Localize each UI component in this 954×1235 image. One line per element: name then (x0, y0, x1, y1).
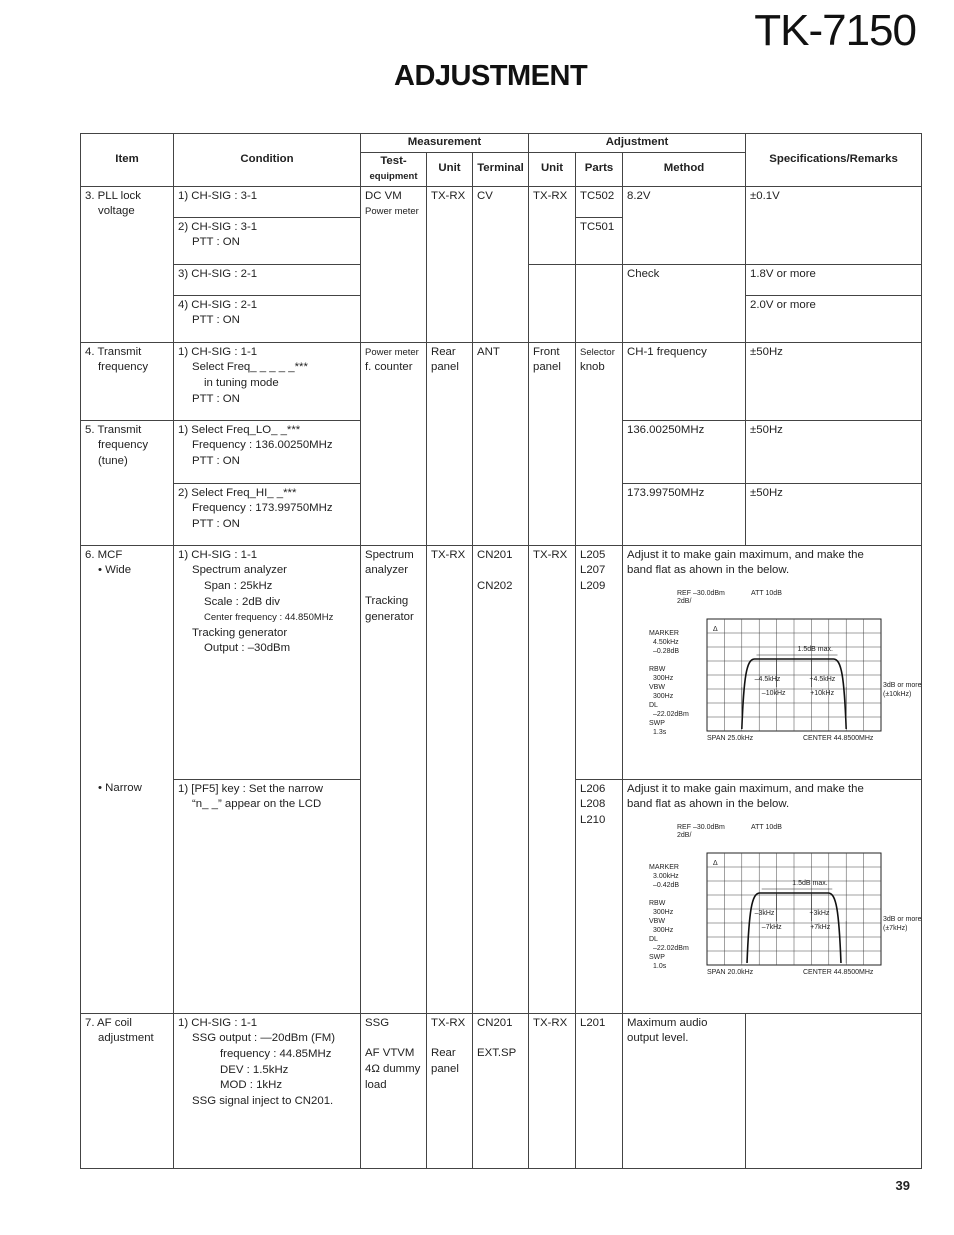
header-condition: Condition (174, 134, 361, 187)
item-pll-a: 3. PLL lock (85, 189, 141, 202)
chart-side-label: 300Hz (653, 674, 674, 682)
parts-mcf-n2: L208 (580, 798, 606, 811)
condition-af-1: 1) CH-SIG : 1-1 (178, 1016, 258, 1029)
test-tx (361, 342, 427, 545)
chart-side-note-a: 3dB or more (883, 915, 922, 923)
condition-tx6-b: Frequency : 173.99750MHz (192, 502, 333, 515)
adjustment-table (80, 133, 922, 1169)
parts-pll-blank (576, 264, 623, 342)
test-af (361, 1013, 427, 1168)
unit-mcf: TX-RX (427, 545, 473, 1013)
chart-scale-label: 2dB/ (677, 597, 692, 605)
condition-af (174, 1013, 361, 1168)
spec-tx4: ±50Hz (746, 342, 922, 420)
condition-mcf-w6: Tracking generator (192, 626, 288, 639)
item-mcf-b: • Wide (98, 564, 132, 577)
chart-delta-marker: Δ (713, 859, 718, 867)
method-mcf-w-b: band flat as ahown in the below. (627, 564, 790, 577)
parts-mcf-wide (576, 545, 623, 779)
chart-ref-label: REF –30.0dBm (677, 823, 725, 831)
item-tx5-b: frequency (98, 439, 149, 452)
chart-side-label: 300Hz (653, 692, 674, 700)
header-adj-unit: Unit (529, 152, 576, 186)
method-mcf-narrow (623, 779, 922, 1013)
condition-mcf-n2: “n_ _” appear on the LCD (192, 798, 322, 811)
item-pll (81, 186, 174, 342)
condition-tx4-b: Select Freq_ _ _ _ _*** (192, 361, 308, 374)
terminal-mcf-1: CN201 (477, 548, 513, 561)
condition-mcf-wide (174, 545, 361, 779)
chart-side-label: 1.0s (653, 962, 667, 970)
chart-side-label: –22.02dBm (653, 710, 689, 718)
unit-tx-a: Rear (431, 345, 456, 358)
test-af-a: SSG (365, 1016, 390, 1029)
method-af (623, 1013, 746, 1168)
method-mcf-n-a: Adjust it to make gain maximum, and make the (627, 782, 864, 795)
chart-side-label: –0.28dB (653, 647, 680, 655)
test-pll (361, 186, 427, 342)
chart-side-label: SWP (649, 953, 665, 961)
chart-side-label: DL (649, 935, 658, 943)
chart-span-label: SPAN 20.0kHz (707, 968, 754, 976)
item-tx5 (81, 420, 174, 545)
test-af-d: load (365, 1078, 387, 1091)
chart-att-label: ATT 10dB (751, 823, 782, 831)
chart-side-label: 3.00kHz (653, 872, 679, 880)
condition-tx5-a: 1) Select Freq_LO_ _*** (178, 423, 301, 436)
item-af (81, 1013, 174, 1168)
condition-pll-2 (174, 217, 361, 264)
condition-tx4-a: 1) CH-SIG : 1-1 (178, 345, 258, 358)
chart-inner-left-label: –4.5kHz (754, 675, 781, 683)
test-tx-a: Power meter (365, 346, 419, 358)
header-parts: Parts (576, 152, 623, 186)
page-title: ADJUSTMENT (394, 60, 588, 92)
unit-pll: TX-RX (427, 186, 473, 342)
chart-delta-marker: Δ (713, 625, 718, 633)
item-tx4-b: frequency (98, 361, 149, 374)
parts-tx-b: knob (580, 361, 605, 374)
adj-unit-tx (529, 342, 576, 545)
condition-mcf-n1: 1) [PF5] key : Set the narrow (178, 782, 323, 795)
chart-flat-label: 1.5dB max. (792, 879, 828, 887)
item-tx4 (81, 342, 174, 420)
test-pll-a: DC VM (365, 189, 402, 202)
parts-pll-1: TC502 (576, 186, 623, 217)
condition-tx6-a: 2) Select Freq_HI_ _*** (178, 486, 297, 499)
adj-unit-pll: TX-RX (529, 186, 576, 264)
method-tx5: 136.00250MHz (623, 420, 746, 483)
test-mcf-d: generator (365, 610, 414, 623)
chart-side-note-b: (±7kHz) (883, 924, 908, 932)
parts-tx-a: Selector (580, 346, 615, 358)
chart-inner-right-label: +3kHz (809, 909, 830, 917)
parts-mcf-n1: L206 (580, 782, 606, 795)
test-af-c: 4Ω dummy (365, 1062, 421, 1075)
condition-af-4: DEV : 1.5kHz (220, 1063, 289, 1076)
parts-mcf-narrow (576, 779, 623, 1013)
spec-pll-1: ±0.1V (746, 186, 922, 264)
test-mcf-c: Tracking (365, 594, 409, 607)
test-mcf-a: Spectrum (365, 548, 414, 561)
chart-outer-left-label: –7kHz (761, 923, 782, 931)
condition-tx5-c: PTT : ON (192, 454, 240, 467)
condition-mcf-w7: Output : –30dBm (204, 642, 291, 655)
header-specs: Specifications/Remarks (746, 134, 922, 187)
adj-unit-pll-blank (529, 264, 576, 342)
chart-side-label: RBW (649, 665, 666, 673)
chart-side-note-a: 3dB or more (883, 681, 922, 689)
chart-side-label: 300Hz (653, 908, 674, 916)
condition-pll-2b: PTT : ON (192, 236, 240, 249)
condition-pll-3: 3) CH-SIG : 2-1 (174, 264, 361, 295)
condition-tx4-c: in tuning mode (204, 376, 279, 389)
spec-tx6: ±50Hz (746, 483, 922, 545)
header-test-a: Test- (380, 154, 407, 167)
condition-mcf-w3: Span : 25kHz (204, 579, 273, 592)
test-mcf-b: analyzer (365, 564, 409, 577)
item-mcf-a: 6. MCF (85, 548, 123, 561)
header-measurement: Measurement (361, 134, 529, 153)
parts-pll-2: TC501 (576, 217, 623, 264)
method-mcf-n-b: band flat as ahown in the below. (627, 798, 790, 811)
condition-pll-4 (174, 295, 361, 342)
item-mcf-c: • Narrow (98, 781, 142, 794)
condition-tx6-c: PTT : ON (192, 517, 240, 530)
terminal-pll: CV (473, 186, 529, 342)
chart-side-label: MARKER (649, 629, 679, 637)
item-tx4-a: 4. Transmit (85, 345, 142, 358)
condition-af-6: SSG signal inject to CN201. (192, 1094, 334, 1107)
method-mcf-wide (623, 545, 922, 779)
condition-pll-2a: 2) CH-SIG : 3-1 (178, 220, 258, 233)
header-test-equipment (361, 152, 427, 186)
adj-unit-tx-a: Front (533, 345, 560, 358)
chart-side-label: 300Hz (653, 926, 674, 934)
chart-att-label: ATT 10dB (751, 589, 782, 597)
method-mcf-w-a: Adjust it to make gain maximum, and make the (627, 548, 864, 561)
chart-side-label: –22.02dBm (653, 944, 689, 952)
terminal-af-a: CN201 (477, 1016, 513, 1029)
method-pll-3: Check (623, 264, 746, 342)
header-unit: Unit (427, 152, 473, 186)
condition-tx4-d: PTT : ON (192, 392, 240, 405)
chart-outer-right-label: +10kHz (810, 689, 835, 697)
condition-pll-4b: PTT : ON (192, 314, 240, 327)
header-terminal: Terminal (473, 152, 529, 186)
chart-side-label: SWP (649, 719, 665, 727)
condition-mcf-w2: Spectrum analyzer (192, 564, 287, 577)
adj-unit-af: TX-RX (529, 1013, 576, 1168)
spec-pll-4: 2.0V or more (746, 295, 922, 342)
method-tx6: 173.99750MHz (623, 483, 746, 545)
chart-narrow-container (637, 823, 922, 989)
unit-af-a: TX-RX (431, 1016, 466, 1029)
spec-pll-3: 1.8V or more (746, 264, 922, 295)
condition-pll-4a: 4) CH-SIG : 2-1 (178, 298, 258, 311)
adj-unit-mcf: TX-RX (529, 545, 576, 1013)
terminal-mcf (473, 545, 529, 1013)
condition-mcf-w5: Center frequency : 44.850MHz (204, 612, 334, 624)
unit-tx (427, 342, 473, 545)
chart-side-label: MARKER (649, 863, 679, 871)
header-adjustment: Adjustment (529, 134, 746, 153)
parts-mcf-w1: L205 (580, 548, 606, 561)
chart-side-label: 4.50kHz (653, 638, 679, 646)
method-pll-1: 8.2V (623, 186, 746, 264)
condition-af-3: frequency : 44.85MHz (220, 1047, 332, 1060)
spec-af (746, 1013, 922, 1168)
condition-mcf-w4: Scale : 2dB div (204, 595, 280, 608)
condition-tx4 (174, 342, 361, 420)
chart-side-label: –0.42dB (653, 881, 680, 889)
condition-pll-1: 1) CH-SIG : 3-1 (174, 186, 361, 217)
chart-flat-label: 1.5dB max. (797, 645, 833, 653)
item-af-a: 7. AF coil (85, 1016, 132, 1029)
terminal-mcf-2: CN202 (477, 580, 513, 593)
unit-af-c: panel (431, 1062, 459, 1075)
chart-outer-left-label: –10kHz (761, 689, 786, 697)
parts-af: L201 (576, 1013, 623, 1168)
condition-tx5 (174, 420, 361, 483)
chart-inner-left-label: –3kHz (754, 909, 775, 917)
unit-af (427, 1013, 473, 1168)
parts-mcf-w3: L209 (580, 579, 606, 592)
test-af-b: AF VTVM (365, 1047, 415, 1060)
item-mcf (81, 545, 174, 1013)
chart-wide (637, 589, 922, 749)
chart-side-label: DL (649, 701, 658, 709)
condition-tx5-b: Frequency : 136.00250MHz (192, 439, 333, 452)
unit-tx-b: panel (431, 361, 459, 374)
chart-center-label: CENTER 44.8500MHz (803, 968, 874, 976)
terminal-tx: ANT (473, 342, 529, 545)
chart-side-label: VBW (649, 917, 665, 925)
chart-side-label: 1.3s (653, 728, 667, 736)
parts-mcf-w2: L207 (580, 564, 606, 577)
chart-center-label: CENTER 44.8500MHz (803, 734, 874, 742)
item-af-b: adjustment (98, 1032, 154, 1045)
chart-span-label: SPAN 25.0kHz (707, 734, 754, 742)
method-tx4: CH-1 frequency (623, 342, 746, 420)
page-number: 39 (895, 1178, 910, 1193)
terminal-af-b: EXT.SP (477, 1047, 517, 1060)
chart-scale-label: 2dB/ (677, 831, 692, 839)
test-tx-b: f. counter (365, 361, 413, 374)
parts-mcf-n3: L210 (580, 813, 606, 826)
chart-side-note-b: (±10kHz) (883, 690, 912, 698)
model-number: TK-7150 (754, 6, 916, 55)
chart-narrow (637, 823, 922, 983)
terminal-af (473, 1013, 529, 1168)
header-test-b: equipment (369, 171, 418, 183)
item-tx5-a: 5. Transmit (85, 423, 142, 436)
method-af-a: Maximum audio (627, 1016, 708, 1029)
chart-ref-label: REF –30.0dBm (677, 589, 725, 597)
adj-unit-tx-b: panel (533, 361, 561, 374)
condition-af-5: MOD : 1kHz (220, 1079, 283, 1092)
method-af-b: output level. (627, 1032, 689, 1045)
item-tx5-c: (tune) (98, 454, 128, 467)
header-item: Item (81, 134, 174, 187)
condition-mcf-w1: 1) CH-SIG : 1-1 (178, 548, 258, 561)
chart-side-label: VBW (649, 683, 665, 691)
chart-side-label: RBW (649, 899, 666, 907)
test-mcf (361, 545, 427, 1013)
spec-tx5: ±50Hz (746, 420, 922, 483)
item-pll-b: voltage (98, 205, 135, 218)
parts-tx (576, 342, 623, 545)
chart-outer-right-label: +7kHz (810, 923, 831, 931)
condition-af-2: SSG output : —20dBm (FM) (192, 1032, 336, 1045)
chart-wide-container (637, 589, 922, 755)
header-method: Method (623, 152, 746, 186)
test-pll-b: Power meter (365, 206, 419, 218)
chart-inner-right-label: +4.5kHz (809, 675, 836, 683)
unit-af-b: Rear (431, 1047, 456, 1060)
condition-mcf-narrow (174, 779, 361, 1013)
condition-tx6 (174, 483, 361, 545)
